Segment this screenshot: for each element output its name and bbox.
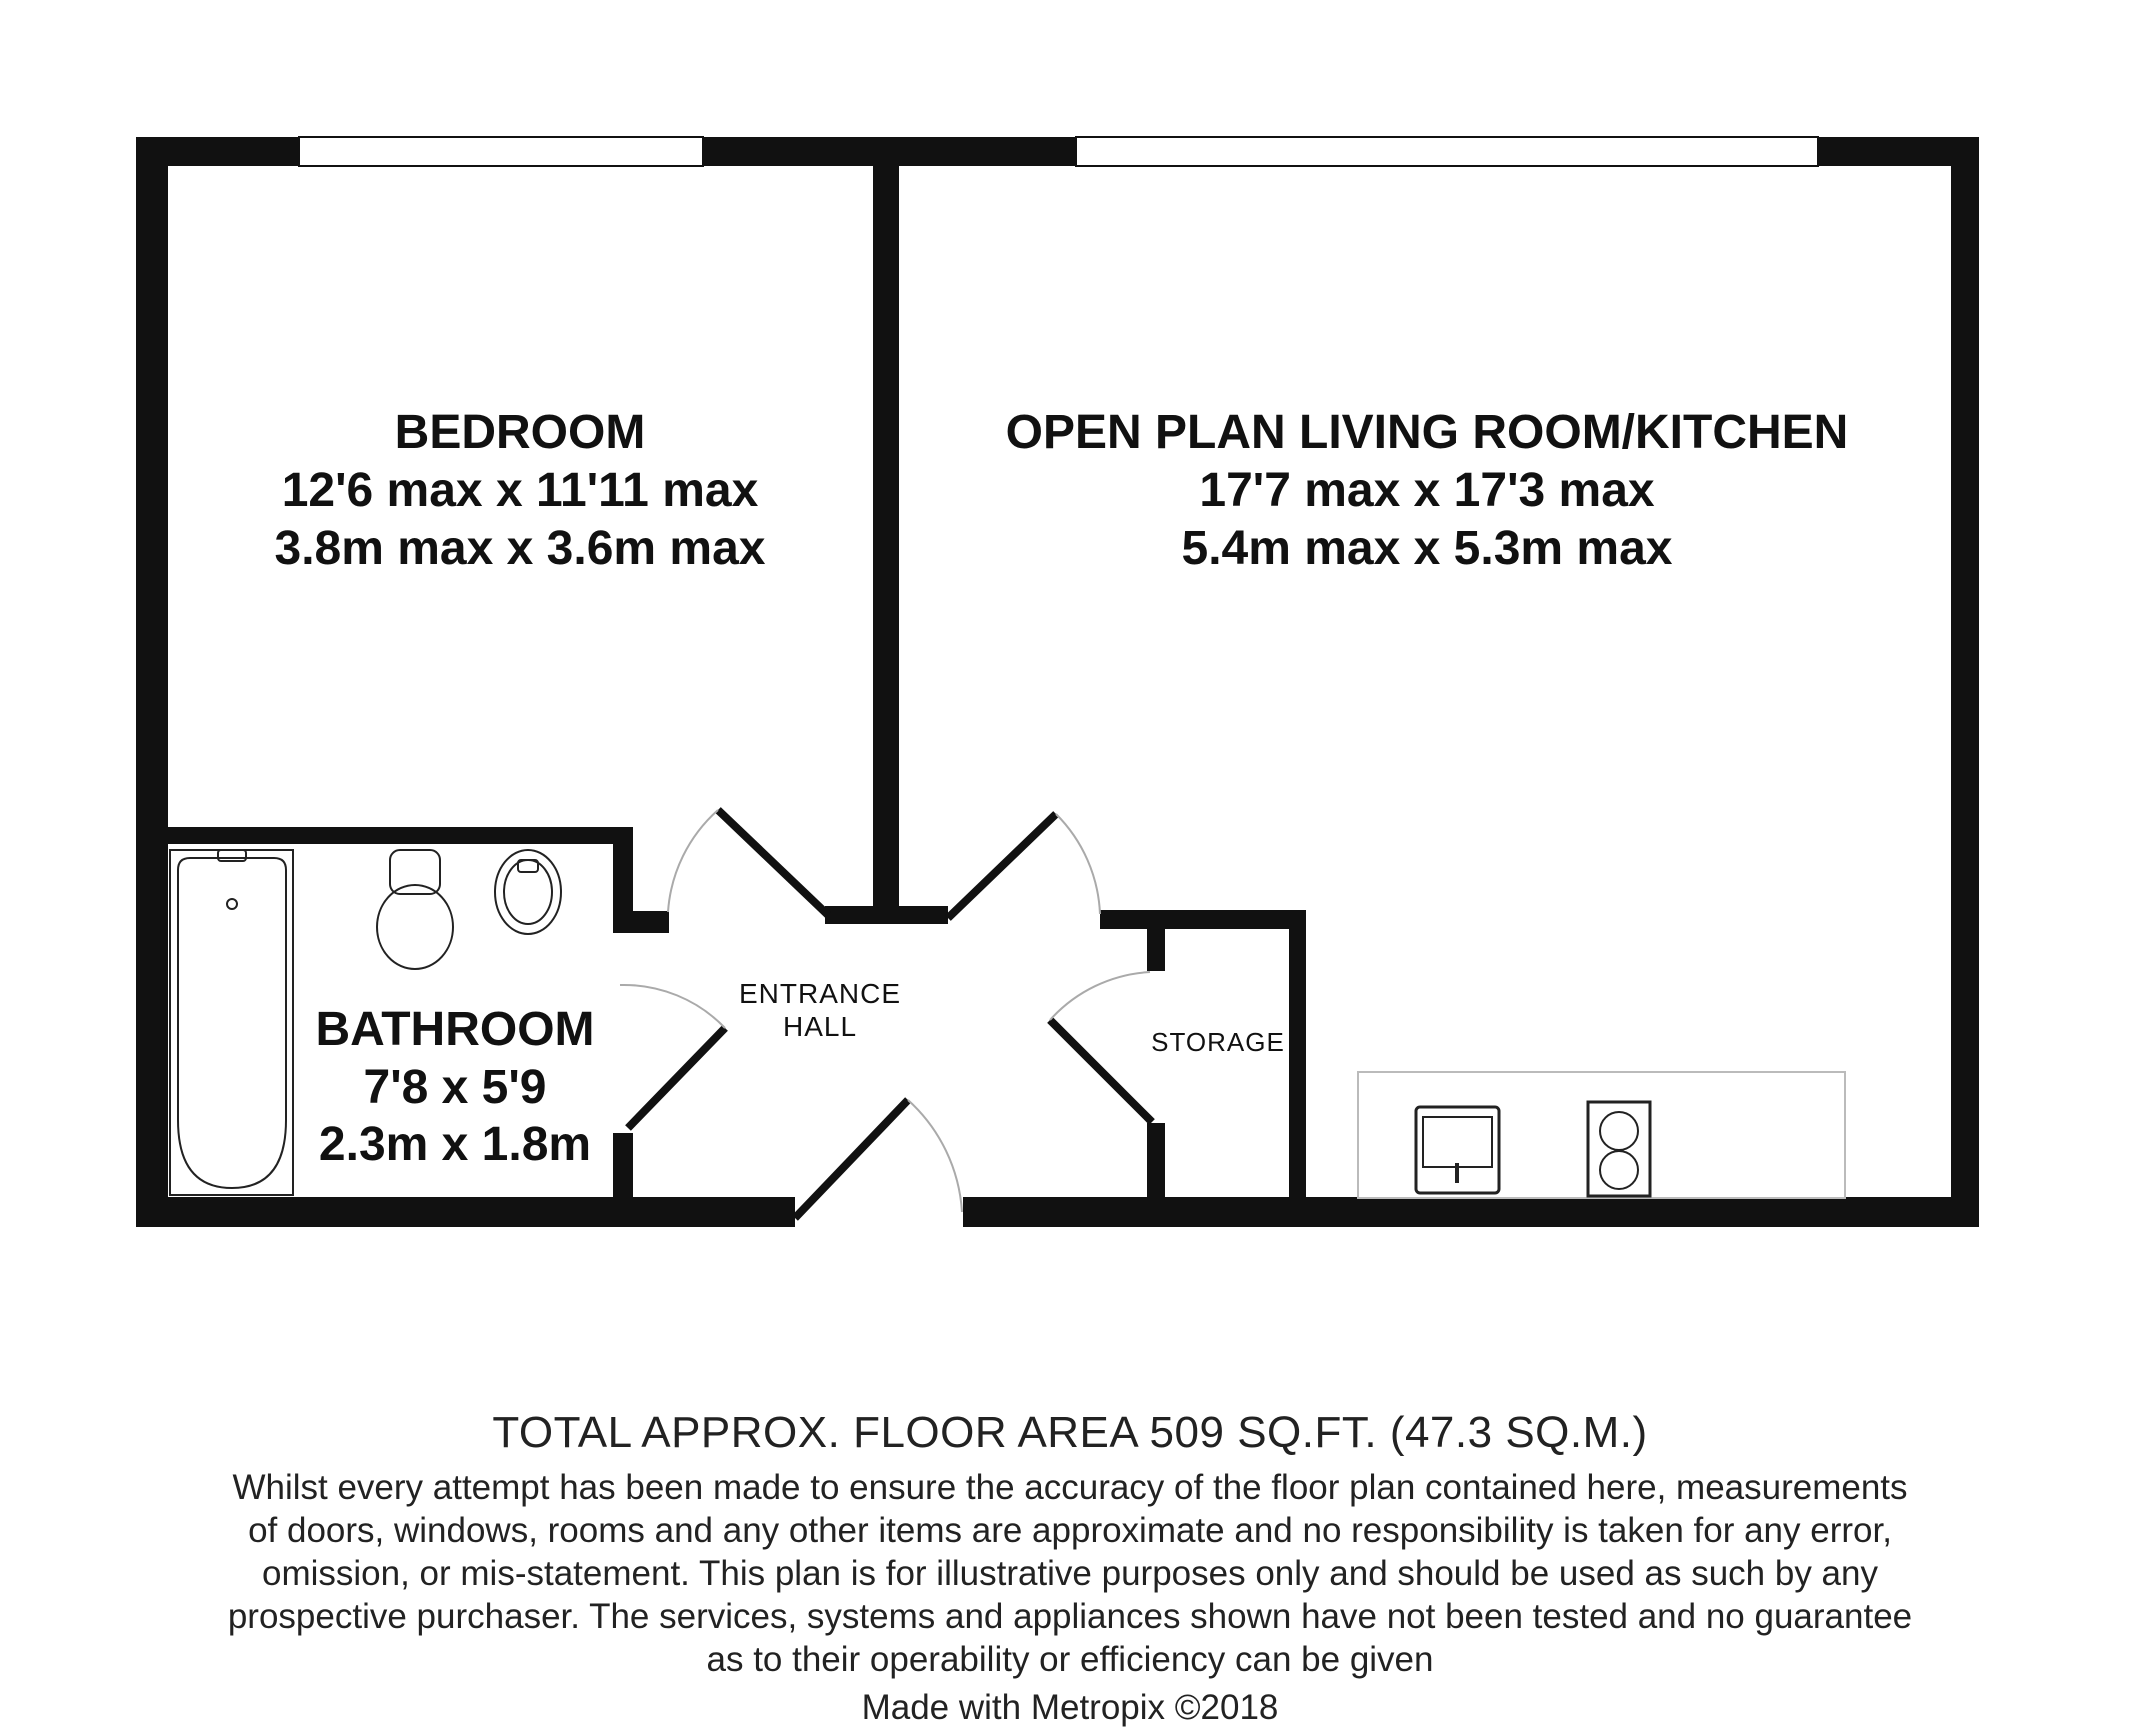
hall-label-line2: HALL [782,1011,858,1042]
hob-ring-top-icon [1600,1112,1638,1150]
toilet-cistern-icon [390,850,440,894]
disclaimer-line: as to their operability or efficiency can be given [706,1640,1434,1679]
door-bedroom-swing [668,810,718,912]
outer-wall-bottom-left [136,1197,795,1227]
bathroom-wall-right-lower [613,1133,633,1203]
storage-wall-top [1100,910,1306,929]
credit: Made with Metropix ©2018 [861,1688,1279,1727]
outer-wall-top-middle [703,137,1076,166]
door-storage [1050,1020,1152,1122]
bathroom-wall-right [613,827,633,915]
kitchen-fixtures [1358,1072,1845,1198]
partition-bedroom-living [873,166,899,911]
door-bathroom-swing [620,985,725,1028]
door-living-swing [1056,814,1100,914]
disclaimer-line: of doors, windows, rooms and any other items are approximate and no responsibility is taken for any error, [248,1511,1892,1550]
disclaimer-line: Whilst every attempt has been made to ensure the accuracy of the floor plan contained here, measurements [232,1468,1908,1507]
kitchen-sink-bowl-icon [1423,1117,1492,1167]
window-bedroom [299,137,703,166]
bedroom-dim-metric: 3.8m max x 3.6m max [274,522,766,575]
outer-wall-right [1951,137,1979,1227]
bathroom-wall-top [168,827,633,844]
storage-wall-left-lower [1147,1123,1165,1200]
partition-hall-top [825,906,948,924]
bedroom-name: BEDROOM [394,406,646,459]
living-dim-metric: 5.4m max x 5.3m max [1181,522,1673,575]
basin-inner-icon [504,860,552,924]
storage-wall-right [1289,910,1306,1200]
living-name: OPEN PLAN LIVING ROOM/KITCHEN [1005,406,1849,459]
window-living [1076,137,1818,166]
bathroom-name: BATHROOM [315,1003,595,1056]
disclaimer [0,1466,2140,1681]
storage-label: STORAGE [1151,1027,1285,1057]
disclaimer-line: omission, or mis-statement. This plan is for illustrative purposes only and should be used as such by any [262,1554,1878,1593]
bathroom-dim-metric: 2.3m x 1.8m [318,1118,592,1171]
outer-wall-left [136,137,168,1227]
outer-wall-bottom-right [963,1197,1979,1227]
door-storage-swing [1050,972,1150,1020]
living-dim-imperial: 17'7 max x 17'3 max [1199,464,1655,517]
disclaimer-line: prospective purchaser. The services, systems and appliances shown have not been tested and no guarantee [227,1597,1913,1636]
hall-label-line1: ENTRANCE [738,978,902,1009]
door-entrance [795,1100,908,1218]
room-labels [275,406,1849,1171]
door-bathroom [628,1028,725,1128]
bedroom-dim-imperial: 12'6 max x 11'11 max [281,464,759,517]
hob-ring-bottom-icon [1600,1151,1638,1189]
bath-surround [170,850,293,1195]
bathroom-dim-imperial: 7'8 x 5'9 [363,1061,547,1114]
door-living [948,814,1056,918]
door-entrance-swing [908,1100,962,1212]
total-floor-area: TOTAL APPROX. FLOOR AREA 509 SQ.FT. (47.3 SQ.M.) [492,1408,1648,1457]
bathroom-wall-stub [613,911,669,933]
storage-wall-left-upper [1147,925,1165,971]
door-bedroom [718,810,828,915]
toilet-bowl-icon [377,885,453,969]
